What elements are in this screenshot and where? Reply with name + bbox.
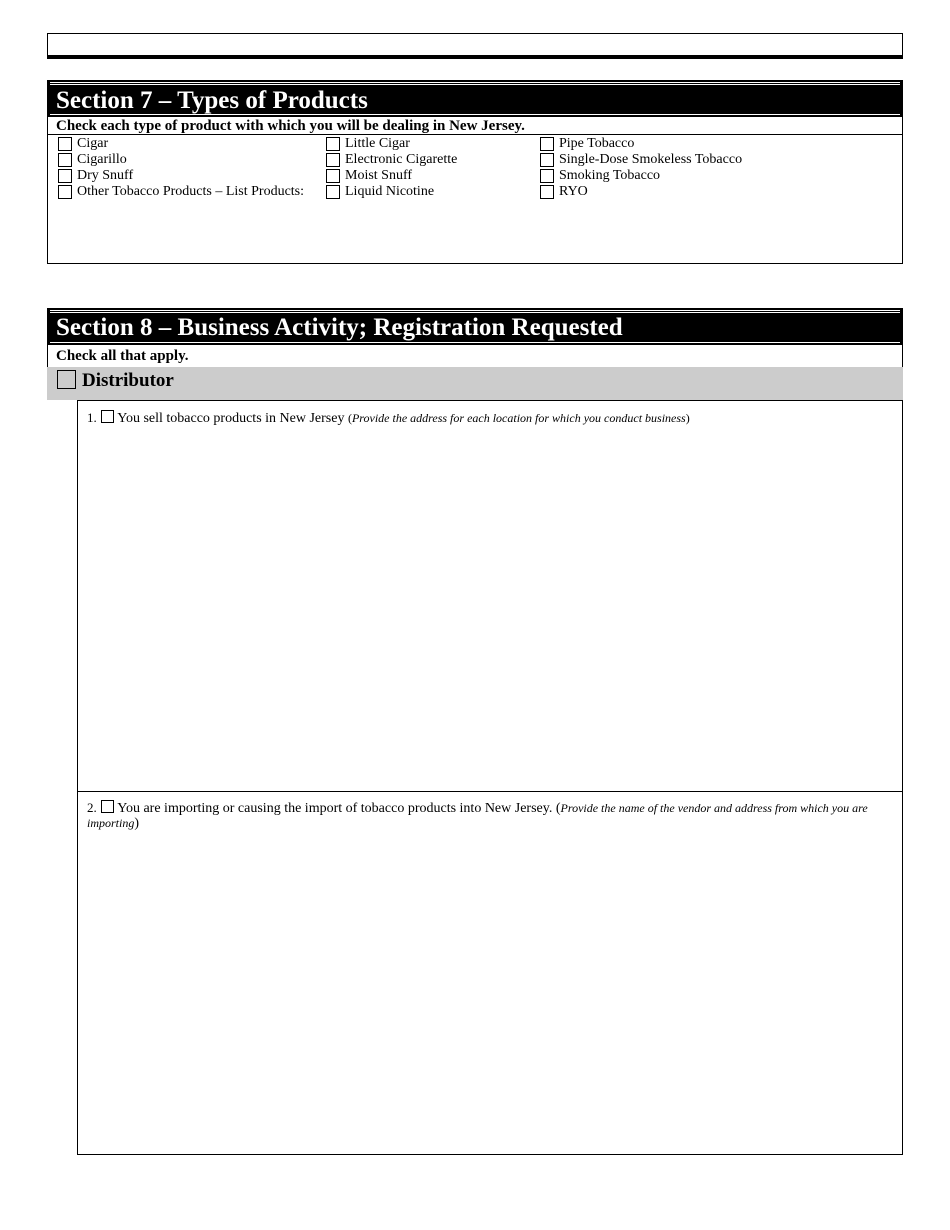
product-option-electronic-cigarette[interactable]: Electronic Cigarette — [326, 152, 457, 168]
checkbox[interactable] — [326, 169, 340, 183]
product-option-pipe-tobacco[interactable]: Pipe Tobacco — [540, 136, 634, 152]
distributor-question-1-box[interactable] — [77, 400, 903, 792]
product-option-single-dose-smokeless[interactable]: Single-Dose Smokeless Tobacco — [540, 152, 742, 168]
question-1-text: 1. You sell tobacco products in New Jersey (Provide the address for each location for which you conduct business) — [87, 410, 690, 426]
product-option-ryo[interactable]: RYO — [540, 184, 588, 200]
checkbox[interactable] — [540, 137, 554, 151]
product-option-dry-snuff[interactable]: Dry Snuff — [58, 168, 133, 184]
product-option-cigarillo[interactable]: Cigarillo — [58, 152, 127, 168]
checkbox[interactable] — [58, 169, 72, 183]
checkbox[interactable] — [58, 153, 72, 167]
checkbox[interactable] — [326, 185, 340, 199]
question-1-checkbox[interactable] — [101, 410, 114, 423]
product-option-liquid-nicotine[interactable]: Liquid Nicotine — [326, 184, 434, 200]
section-8-instruction: Check all that apply. — [56, 348, 189, 364]
question-2-text: 2. You are importing or causing the import of tobacco products into New Jersey. (Provide the name of the vendor and address from which you are importing) — [87, 800, 868, 831]
question-2-checkbox[interactable] — [101, 800, 114, 813]
product-option-smoking-tobacco[interactable]: Smoking Tobacco — [540, 168, 660, 184]
section-8-title: Section 8 – Business Activity; Registration Requested — [56, 314, 623, 341]
section-7-body — [47, 117, 903, 264]
distributor-label: Distributor — [82, 370, 174, 391]
distributor-row — [47, 367, 903, 400]
header-field-box — [47, 33, 903, 59]
section-8-header — [47, 308, 903, 345]
product-option-moist-snuff[interactable]: Moist Snuff — [326, 168, 412, 184]
product-option-cigar[interactable]: Cigar — [58, 136, 108, 152]
checkbox[interactable] — [540, 169, 554, 183]
checkbox[interactable] — [326, 153, 340, 167]
checkbox[interactable] — [58, 185, 72, 199]
section-7-instruction: Check each type of product with which you will be dealing in New Jersey. — [56, 118, 525, 134]
checkbox[interactable] — [58, 137, 72, 151]
checkbox[interactable] — [326, 137, 340, 151]
checkbox[interactable] — [540, 153, 554, 167]
section-7-title: Section 7 – Types of Products — [56, 87, 368, 114]
distributor-question-2-box[interactable] — [77, 791, 903, 1155]
section-7-header — [47, 80, 903, 117]
product-option-little-cigar[interactable]: Little Cigar — [326, 136, 410, 152]
distributor-checkbox[interactable] — [57, 370, 76, 389]
checkbox[interactable] — [540, 185, 554, 199]
section-8-instruction-box — [47, 345, 903, 367]
product-option-other-tobacco[interactable]: Other Tobacco Products – List Products: — [58, 184, 304, 200]
